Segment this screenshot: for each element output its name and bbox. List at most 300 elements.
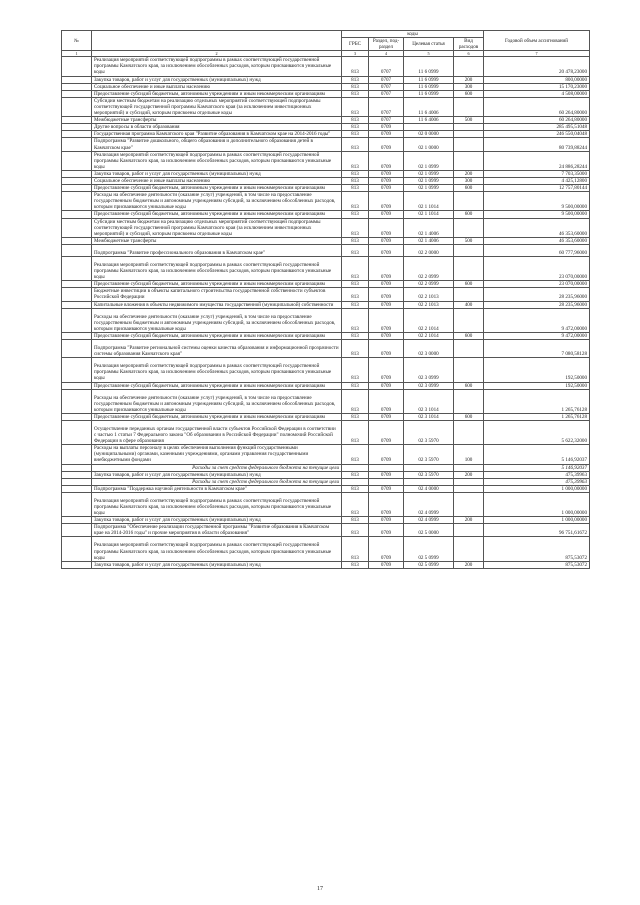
table-row <box>62 185 590 192</box>
index-cell: 7 <box>484 51 590 57</box>
table-row <box>62 57 590 76</box>
row-grbs-cell: 813 <box>342 237 369 244</box>
table-row <box>62 308 590 332</box>
row-target-cell: 02 3 5970 <box>404 445 454 464</box>
row-section-cell: 0709 <box>369 218 404 237</box>
row-name-cell: Субсидии местным бюджетам на реализацию отдельных мероприятий соответствующей подпрограммы соответствующей государственной программы Камчатского края (за исключением инвестиционных мероприятий) и субсидий, которым присвоены отдельные коды <box>92 218 342 237</box>
row-number-cell <box>62 131 92 138</box>
row-name-cell: Реализация мероприятий соответствующей подпрограммы в рамках соответствующей государственной программы Камчатского края, за исключением обособленных расходов, которым присваиваются уникальные коды <box>92 257 342 281</box>
row-grbs-cell: 813 <box>342 420 369 444</box>
row-sum-cell: 7 080,58128 <box>484 340 590 358</box>
table-row <box>62 192 590 211</box>
row-type-cell: 500 <box>454 117 484 124</box>
table-row <box>62 537 590 561</box>
row-type-cell <box>454 464 484 471</box>
row-section-cell: 0709 <box>369 138 404 151</box>
row-target-cell: 02 4 0999 <box>404 492 454 516</box>
row-section-cell: 0709 <box>369 340 404 358</box>
row-name-cell: Расходы на выплаты персоналу в целях обеспечения выполнения функций государственными (муниципальными) органами, казенными учреждениями, органами управления государственными внебюджетными фондами <box>92 445 342 464</box>
row-type-cell <box>454 151 484 170</box>
row-type-cell <box>454 288 484 301</box>
row-number-cell <box>62 332 92 339</box>
row-number-cell <box>62 90 92 97</box>
row-section-cell: 0709 <box>369 389 404 413</box>
row-grbs-cell: 813 <box>342 561 369 568</box>
row-target-cell: 02 3 1014 <box>404 389 454 413</box>
row-grbs-cell: 813 <box>342 57 369 76</box>
row-type-cell <box>454 257 484 281</box>
row-number-cell <box>62 389 92 413</box>
index-cell: 3 <box>342 51 369 57</box>
row-section-cell: 0709 <box>369 244 404 256</box>
row-grbs-cell: 813 <box>342 471 369 478</box>
table-row <box>62 211 590 218</box>
header-name <box>92 31 342 51</box>
row-name-cell: Бюджетные инвестиции в объекты капитального строительства государственной собственности субъектов Российской Федерации <box>92 288 342 301</box>
row-section-cell: 0707 <box>369 117 404 124</box>
table-row <box>62 237 590 244</box>
row-type-cell <box>454 478 484 485</box>
row-grbs-cell: 813 <box>342 340 369 358</box>
row-section-cell: 0709 <box>369 185 404 192</box>
row-target-cell: 02 4 0000 <box>404 485 454 492</box>
row-grbs-cell: 813 <box>342 117 369 124</box>
row-type-cell <box>454 244 484 256</box>
row-type-cell: 200 <box>454 471 484 478</box>
row-number-cell <box>62 211 92 218</box>
row-sum-cell: 15 170,23000 <box>484 83 590 90</box>
row-sum-cell: 12 757,80144 <box>484 185 590 192</box>
row-name-cell: Межбюджетные трансферты <box>92 237 342 244</box>
row-number-cell <box>62 485 92 492</box>
row-number-cell <box>62 413 92 420</box>
row-number-cell <box>62 177 92 184</box>
row-section-cell: 0709 <box>369 332 404 339</box>
row-type-cell: 600 <box>454 413 484 420</box>
row-grbs-cell: 813 <box>342 257 369 281</box>
row-grbs-cell <box>342 464 369 471</box>
row-section-cell: 0709 <box>369 524 404 537</box>
row-target-cell: 02 3 0999 <box>404 382 454 389</box>
row-grbs-cell: 813 <box>342 244 369 256</box>
row-section-cell: 0709 <box>369 308 404 332</box>
row-name-cell: Предоставление субсидий бюджетным, автономным учреждениям и иным некоммерческим организациям <box>92 281 342 288</box>
row-grbs-cell <box>342 478 369 485</box>
row-target-cell: 02 3 1014 <box>404 413 454 420</box>
row-number-cell <box>62 218 92 237</box>
row-number-cell <box>62 301 92 308</box>
row-number-cell <box>62 382 92 389</box>
header-grbs: ГРБС <box>342 38 369 51</box>
table-row <box>62 478 590 485</box>
table-row <box>62 83 590 90</box>
row-name-cell: Реализация мероприятий соответствующей подпрограммы в рамках соответствующей государственной программы Камчатского края, за исключением обособленных расходов, которым присваиваются уникальные коды <box>92 358 342 382</box>
row-number-cell <box>62 524 92 537</box>
row-sum-cell: 475,39963 <box>484 478 590 485</box>
table-row <box>62 117 590 124</box>
row-sum-cell: 875,53072 <box>484 537 590 561</box>
table-row <box>62 76 590 83</box>
row-name-cell: Предоставление субсидий бюджетным, автономным учреждениям и иным некоммерческим организациям <box>92 413 342 420</box>
row-grbs-cell: 813 <box>342 358 369 382</box>
row-number-cell <box>62 561 92 568</box>
header-codes: коды <box>342 31 484 38</box>
row-number-cell <box>62 97 92 116</box>
row-section-cell: 0709 <box>369 301 404 308</box>
table-body <box>62 57 590 569</box>
row-name-cell: Реализация мероприятий соответствующей подпрограммы в рамках соответствующей государственной программы Камчатского края, за исключением обособленных расходов, которым присваиваются уникальные коды <box>92 537 342 561</box>
row-target-cell: 02 1 0999 <box>404 177 454 184</box>
row-type-cell <box>454 308 484 332</box>
row-section-cell: 0709 <box>369 124 404 131</box>
row-type-cell: 600 <box>454 281 484 288</box>
header-row <box>62 31 590 38</box>
row-type-cell <box>454 420 484 444</box>
row-target-cell <box>404 124 454 131</box>
row-sum-cell: 60 264,80000 <box>484 97 590 116</box>
index-cell: 6 <box>454 51 484 57</box>
row-target-cell: 02 3 0999 <box>404 358 454 382</box>
row-grbs-cell: 813 <box>342 492 369 516</box>
row-section-cell: 0709 <box>369 131 404 138</box>
table-row <box>62 170 590 177</box>
header-number: № <box>62 31 92 51</box>
row-type-cell <box>454 218 484 237</box>
row-type-cell: 500 <box>454 237 484 244</box>
row-name-cell: Расходы на обеспечение деятельности (оказание услуг) учреждений, в том числе на предоставление государственным бюджетным и автономным учреждениям субсидий, за исключением обособленных расходов, которым присваиваются уникальные коды <box>92 192 342 211</box>
row-target-cell: 02 0 0000 <box>404 131 454 138</box>
row-target-cell: 02 2 0999 <box>404 281 454 288</box>
row-number-cell <box>62 492 92 516</box>
row-sum-cell: 46 353,60000 <box>484 218 590 237</box>
row-target-cell: 02 1 1014 <box>404 211 454 218</box>
table-row <box>62 281 590 288</box>
row-section-cell: 0709 <box>369 211 404 218</box>
header-type: Вид расходов <box>454 38 484 51</box>
row-grbs-cell: 813 <box>342 177 369 184</box>
row-type-cell: 200 <box>454 561 484 568</box>
row-section-cell: 0709 <box>369 492 404 516</box>
row-grbs-cell: 813 <box>342 211 369 218</box>
row-sum-cell: 1 265,76128 <box>484 413 590 420</box>
row-grbs-cell: 813 <box>342 131 369 138</box>
row-sum-cell: 7 703,35000 <box>484 170 590 177</box>
row-type-cell <box>454 358 484 382</box>
row-number-cell <box>62 117 92 124</box>
row-type-cell <box>454 192 484 211</box>
row-sum-cell: 285 495,51048 <box>484 124 590 131</box>
index-cell: 4 <box>369 51 404 57</box>
row-number-cell <box>62 517 92 524</box>
row-name-cell: Подпрограмма "Поддержка научной деятельности в Камчатском крае" <box>92 485 342 492</box>
table-row <box>62 517 590 524</box>
row-name-cell: Социальное обеспечение и иные выплаты населению <box>92 83 342 90</box>
table-row <box>62 97 590 116</box>
row-target-cell: 02 2 0999 <box>404 257 454 281</box>
row-type-cell <box>454 57 484 76</box>
header-target: Целевая статья <box>404 38 454 51</box>
row-name-cell: Расходы на обеспечение деятельности (оказание услуг) учреждений, в том числе на предоставление государственным бюджетным и автономным учреждениям субсидий, за исключением обособленных расходов, которым присваиваются уникальные коды <box>92 389 342 413</box>
row-section-cell: 0709 <box>369 471 404 478</box>
row-name-cell: Предоставление субсидий бюджетным, автономным учреждениям и иным некоммерческим организациям <box>92 332 342 339</box>
row-sum-cell: 1 000,00000 <box>484 517 590 524</box>
row-sum-cell: 9 500,00000 <box>484 192 590 211</box>
row-name-cell: Подпрограмма "Развитие региональной системы оценки качества образования и информационной прозрачности системы образования Камчатского края" <box>92 340 342 358</box>
row-grbs-cell: 813 <box>342 124 369 131</box>
table-row <box>62 358 590 382</box>
row-grbs-cell: 813 <box>342 76 369 83</box>
row-name-cell: Расходы за счет средств федерального бюджета на текущие цели <box>92 464 342 471</box>
row-grbs-cell: 813 <box>342 90 369 97</box>
row-sum-cell: 192,50000 <box>484 358 590 382</box>
table-row <box>62 90 590 97</box>
row-sum-cell: 1 000,00000 <box>484 492 590 516</box>
table-row <box>62 524 590 537</box>
row-target-cell: 11 6 4006 <box>404 97 454 116</box>
row-sum-cell: 4 508,00000 <box>484 90 590 97</box>
row-target-cell: 02 3 5970 <box>404 471 454 478</box>
row-type-cell: 100 <box>454 445 484 464</box>
row-target-cell: 11 6 0999 <box>404 76 454 83</box>
row-name-cell: Предоставление субсидий бюджетным, автономным учреждениям и иным некоммерческим организациям <box>92 382 342 389</box>
row-section-cell: 0709 <box>369 237 404 244</box>
row-grbs-cell: 813 <box>342 301 369 308</box>
table-row <box>62 257 590 281</box>
row-grbs-cell: 813 <box>342 413 369 420</box>
row-sum-cell: 800,00000 <box>484 76 590 83</box>
row-name-cell: Расходы на обеспечение деятельности (оказание услуг) учреждений, в том числе на предоставление государственным бюджетным и автономным учреждениям субсидий, за исключением обособленных расходов, которым присваиваются уникальные коды <box>92 308 342 332</box>
table-row <box>62 218 590 237</box>
row-type-cell: 300 <box>454 83 484 90</box>
row-grbs-cell: 813 <box>342 170 369 177</box>
row-grbs-cell: 813 <box>342 332 369 339</box>
row-sum-cell: 192,50000 <box>484 382 590 389</box>
row-type-cell <box>454 389 484 413</box>
row-type-cell <box>454 97 484 116</box>
row-number-cell <box>62 170 92 177</box>
row-section-cell: 0709 <box>369 420 404 444</box>
row-type-cell <box>454 537 484 561</box>
row-type-cell: 300 <box>454 177 484 184</box>
row-target-cell: 11 6 0999 <box>404 90 454 97</box>
row-section-cell: 0707 <box>369 76 404 83</box>
row-number-cell <box>62 257 92 281</box>
row-name-cell: Закупка товаров, работ и услуг для государственных (муниципальных) нужд <box>92 561 342 568</box>
row-target-cell <box>404 464 454 471</box>
row-number-cell <box>62 138 92 151</box>
row-target-cell: 02 3 5970 <box>404 420 454 444</box>
table-row <box>62 485 590 492</box>
row-section-cell: 0707 <box>369 97 404 116</box>
row-sum-cell: 1 000,00000 <box>484 485 590 492</box>
row-sum-cell: 9 500,00000 <box>484 211 590 218</box>
row-grbs-cell: 813 <box>342 83 369 90</box>
table-row <box>62 464 590 471</box>
row-section-cell: 0709 <box>369 537 404 561</box>
row-target-cell: 02 1 0999 <box>404 185 454 192</box>
row-sum-cell: 246 550,04048 <box>484 131 590 138</box>
row-section-cell: 0707 <box>369 57 404 76</box>
row-sum-cell: 5 622,32000 <box>484 420 590 444</box>
row-sum-cell: 24 886,28244 <box>484 151 590 170</box>
table-row <box>62 332 590 339</box>
table-row <box>62 382 590 389</box>
row-sum-cell: 9 472,00000 <box>484 308 590 332</box>
row-type-cell <box>454 492 484 516</box>
row-target-cell: 02 1 0999 <box>404 170 454 177</box>
row-grbs-cell: 813 <box>342 537 369 561</box>
row-number-cell <box>62 185 92 192</box>
row-target-cell: 02 3 0000 <box>404 340 454 358</box>
table-row <box>62 389 590 413</box>
row-name-cell: Реализация мероприятий соответствующей подпрограммы в рамках соответствующей государственной программы Камчатского края, за исключением обособленных расходов, которым присваиваются уникальные коды <box>92 492 342 516</box>
row-grbs-cell: 813 <box>342 445 369 464</box>
row-section-cell <box>369 478 404 485</box>
row-name-cell: Государственная программа Камчатского края "Развитие образования в Камчатском крае на 2014-2016 годы" <box>92 131 342 138</box>
row-grbs-cell: 813 <box>342 389 369 413</box>
row-grbs-cell: 813 <box>342 192 369 211</box>
index-cell: 2 <box>92 51 342 57</box>
row-number-cell <box>62 537 92 561</box>
row-target-cell: 02 1 0999 <box>404 151 454 170</box>
row-name-cell: Социальное обеспечение и иные выплаты населению <box>92 177 342 184</box>
row-target-cell: 11 6 4006 <box>404 117 454 124</box>
row-type-cell: 600 <box>454 185 484 192</box>
row-number-cell <box>62 192 92 211</box>
page-number: 17 <box>317 886 323 892</box>
row-section-cell: 0709 <box>369 177 404 184</box>
table-row <box>62 151 590 170</box>
row-sum-cell: 60 264,80000 <box>484 117 590 124</box>
row-target-cell: 02 5 0999 <box>404 561 454 568</box>
row-sum-cell: 23 070,00000 <box>484 281 590 288</box>
row-section-cell: 0709 <box>369 281 404 288</box>
row-grbs-cell: 813 <box>342 517 369 524</box>
row-section-cell: 0709 <box>369 192 404 211</box>
index-cell: 5 <box>404 51 454 57</box>
row-name-cell: Предоставление субсидий бюджетным, автономным учреждениям и иным некоммерческим организациям <box>92 211 342 218</box>
row-name-cell: Капитальные вложения в объекты недвижимого имущества государственной (муниципальной) собственности <box>92 301 342 308</box>
row-target-cell: 02 2 0000 <box>404 244 454 256</box>
table-row <box>62 413 590 420</box>
row-name-cell: Предоставление субсидий бюджетным, автономным учреждениям и иным некоммерческим организациям <box>92 185 342 192</box>
row-number-cell <box>62 57 92 76</box>
row-grbs-cell: 813 <box>342 524 369 537</box>
table-row <box>62 288 590 301</box>
row-sum-cell: 23 070,00000 <box>484 257 590 281</box>
row-sum-cell: 60 777,96000 <box>484 244 590 256</box>
table-row <box>62 301 590 308</box>
row-number-cell <box>62 340 92 358</box>
row-number-cell <box>62 445 92 464</box>
header-section: Раздел, под-раздел <box>369 38 404 51</box>
row-number-cell <box>62 151 92 170</box>
row-sum-cell: 96 751,61672 <box>484 524 590 537</box>
row-type-cell: 400 <box>454 301 484 308</box>
row-sum-cell: 20 478,23000 <box>484 57 590 76</box>
row-name-cell: Подпрограмма "Развитие дошкольного, общего образования и дополнительного образования детей в Камчатском крае" <box>92 138 342 151</box>
row-target-cell: 02 2 1014 <box>404 308 454 332</box>
row-section-cell: 0709 <box>369 445 404 464</box>
row-grbs-cell: 813 <box>342 308 369 332</box>
row-name-cell: Межбюджетные трансферты <box>92 117 342 124</box>
row-name-cell: Закупка товаров, работ и услуг для государственных (муниципальных) нужд <box>92 170 342 177</box>
row-type-cell <box>454 124 484 131</box>
row-grbs-cell: 813 <box>342 151 369 170</box>
row-target-cell: 11 6 0999 <box>404 83 454 90</box>
row-target-cell: 11 6 0999 <box>404 57 454 76</box>
header-total: Годовой объем ассигнований <box>484 31 590 51</box>
row-sum-cell: 28 235,96000 <box>484 301 590 308</box>
row-sum-cell: 46 353,60000 <box>484 237 590 244</box>
row-target-cell: 02 2 1013 <box>404 301 454 308</box>
row-target-cell: 02 2 1013 <box>404 288 454 301</box>
row-type-cell: 200 <box>454 170 484 177</box>
table-row <box>62 420 590 444</box>
row-section-cell: 0709 <box>369 257 404 281</box>
row-section-cell: 0709 <box>369 517 404 524</box>
row-target-cell: 02 2 1014 <box>404 332 454 339</box>
row-sum-cell: 475,39963 <box>484 471 590 478</box>
row-grbs-cell: 813 <box>342 281 369 288</box>
row-number-cell <box>62 358 92 382</box>
row-section-cell: 0709 <box>369 485 404 492</box>
row-name-cell: Расходы за счет средств федерального бюджета на текущие цели <box>92 478 342 485</box>
row-sum-cell: 80 739,88244 <box>484 138 590 151</box>
table-row <box>62 340 590 358</box>
row-name-cell: Реализация мероприятий соответствующей подпрограммы в рамках соответствующей государственной программы Камчатского края, за исключением обособленных расходов, которым присваиваются уникальные коды <box>92 151 342 170</box>
row-number-cell <box>62 244 92 256</box>
row-target-cell: 02 1 0000 <box>404 138 454 151</box>
row-type-cell <box>454 524 484 537</box>
table-row <box>62 492 590 516</box>
row-target-cell: 02 4 0999 <box>404 517 454 524</box>
row-type-cell <box>454 485 484 492</box>
row-type-cell <box>454 340 484 358</box>
row-type-cell: 600 <box>454 90 484 97</box>
row-name-cell: Закупка товаров, работ и услуг для государственных (муниципальных) нужд <box>92 471 342 478</box>
row-name-cell: Закупка товаров, работ и услуг для государственных (муниципальных) нужд <box>92 517 342 524</box>
row-target-cell <box>404 478 454 485</box>
row-target-cell: 02 5 0000 <box>404 524 454 537</box>
row-sum-cell: 28 235,96000 <box>484 288 590 301</box>
row-grbs-cell: 813 <box>342 185 369 192</box>
table-row <box>62 561 590 568</box>
table-row <box>62 471 590 478</box>
row-section-cell: 0709 <box>369 170 404 177</box>
index-cell: 1 <box>62 51 92 57</box>
row-number-cell <box>62 124 92 131</box>
row-number-cell <box>62 308 92 332</box>
row-grbs-cell: 813 <box>342 485 369 492</box>
row-section-cell: 0709 <box>369 413 404 420</box>
row-number-cell <box>62 420 92 444</box>
table-row <box>62 445 590 464</box>
budget-table <box>61 30 590 569</box>
row-number-cell <box>62 471 92 478</box>
table-row <box>62 177 590 184</box>
row-grbs-cell: 813 <box>342 97 369 116</box>
table-row <box>62 138 590 151</box>
row-section-cell: 0709 <box>369 288 404 301</box>
row-sum-cell: 9 472,00000 <box>484 332 590 339</box>
row-number-cell <box>62 281 92 288</box>
row-target-cell: 02 5 0999 <box>404 537 454 561</box>
row-type-cell <box>454 138 484 151</box>
row-sum-cell: 1 265,76128 <box>484 389 590 413</box>
row-name-cell: Субсидии местным бюджетам на реализацию отдельных мероприятий соответствующей подпрограммы соответствующей государственной программы Камчатского края (за исключением инвестиционных мероприятий) и субсидий, которым присвоены отдельные коды <box>92 97 342 116</box>
row-number-cell <box>62 76 92 83</box>
